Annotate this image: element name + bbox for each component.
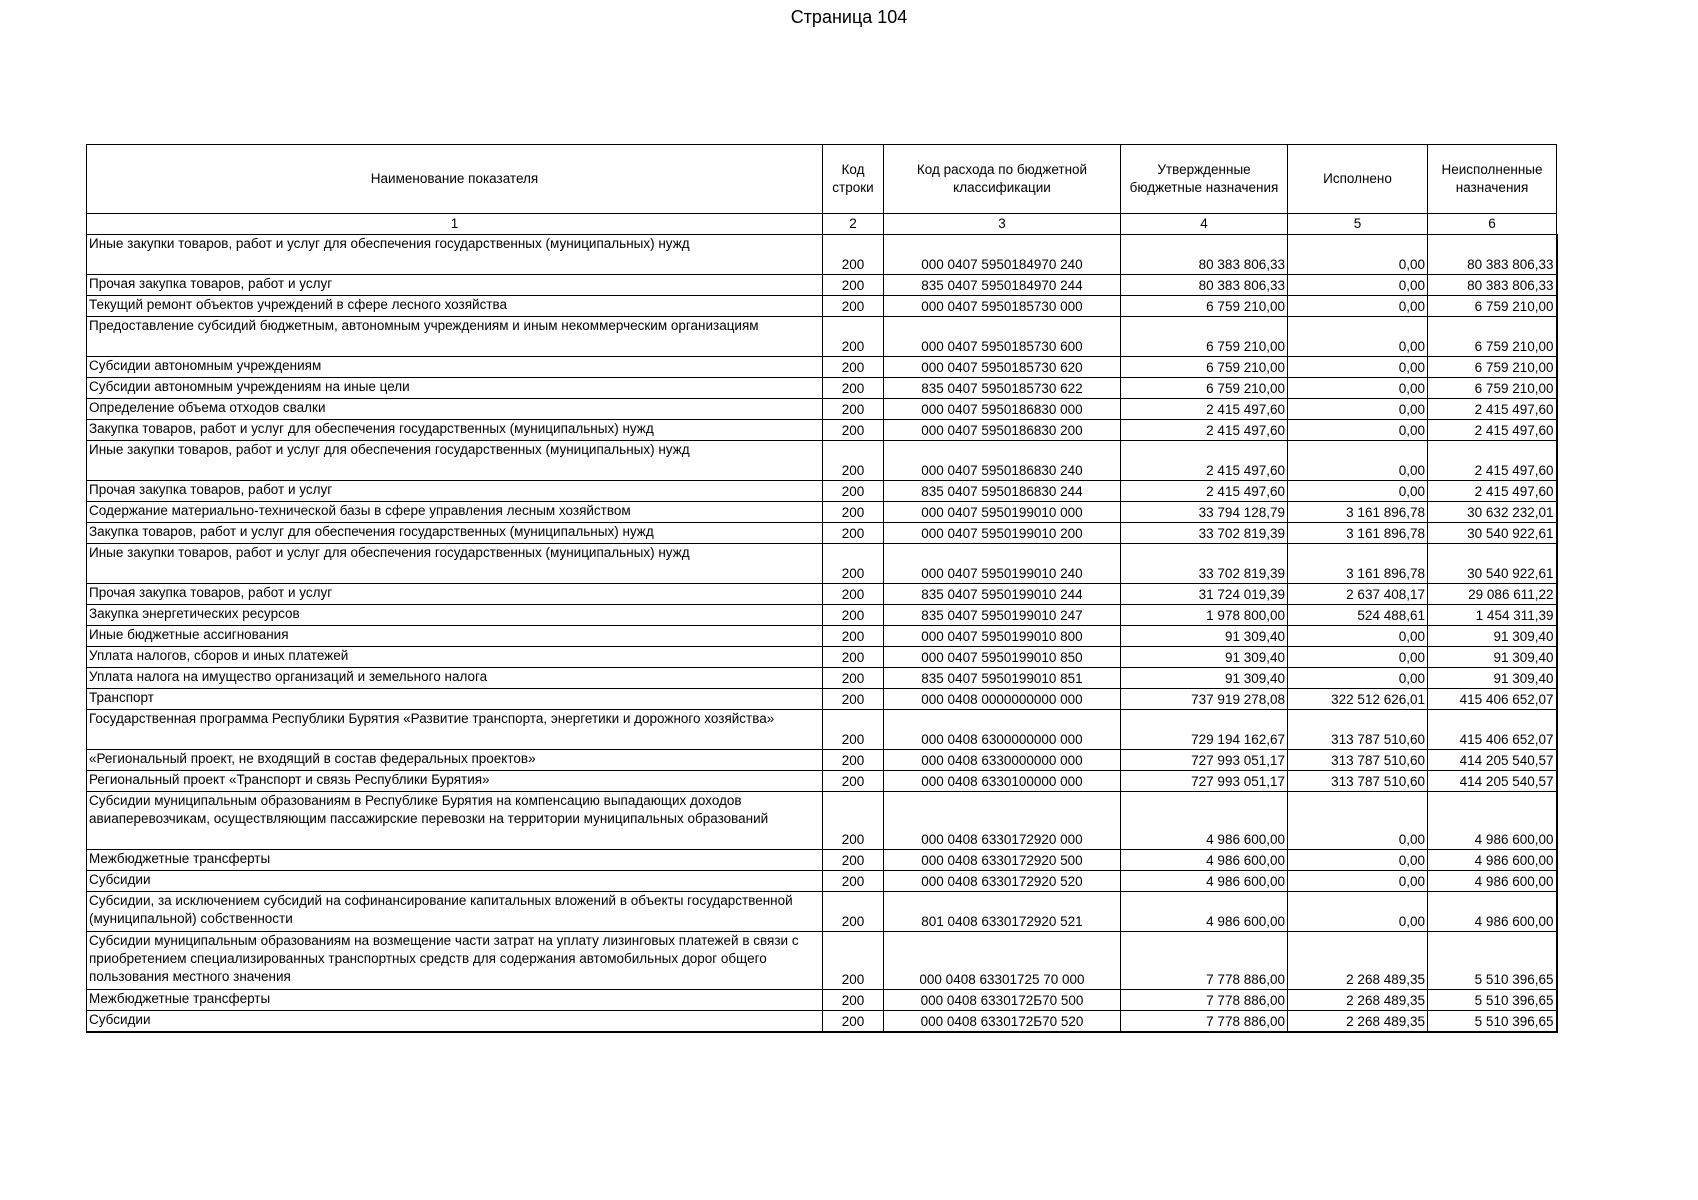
executed-cell: 3 161 896,78 (1288, 544, 1428, 584)
table-row (87, 710, 1557, 750)
unexecuted-cell: 6 759 210,00 (1428, 296, 1557, 317)
table-row (87, 420, 1557, 441)
executed-cell: 2 637 408,17 (1288, 584, 1428, 605)
unexecuted-cell: 80 383 806,33 (1428, 275, 1557, 296)
table-row (87, 1011, 1557, 1032)
row-name-cell: Транспорт (87, 689, 823, 710)
approved-cell: 727 993 051,17 (1121, 771, 1288, 792)
budget-code-cell: 000 0407 5950186830 000 (884, 399, 1121, 420)
column-number: 3 (884, 214, 1121, 235)
column-number: 4 (1121, 214, 1288, 235)
approved-cell: 727 993 051,17 (1121, 750, 1288, 771)
unexecuted-cell: 4 986 600,00 (1428, 892, 1557, 932)
budget-code-cell: 000 0407 5950199010 800 (884, 626, 1121, 647)
row-name-cell: Государственная программа Республики Бурятия «Развитие транспорта, энергетики и дорожного хозяйства» (87, 710, 823, 750)
budget-code-cell: 000 0407 5950199010 850 (884, 647, 1121, 668)
approved-cell: 4 986 600,00 (1121, 792, 1288, 850)
row-code-cell: 200 (823, 1011, 884, 1032)
row-code-cell: 200 (823, 275, 884, 296)
budget-code-cell: 835 0407 5950184970 244 (884, 275, 1121, 296)
row-name-cell: Субсидии муниципальным образованиям на возмещение части затрат на уплату лизинговых платежей в связи с приобретением специализированных транспортных средств для содержания автомобильных дорог общего пользования местного значения (87, 932, 823, 990)
executed-cell: 313 787 510,60 (1288, 710, 1428, 750)
budget-code-cell: 835 0407 5950199010 851 (884, 668, 1121, 689)
table-body (87, 235, 1557, 1032)
table-row (87, 605, 1557, 626)
budget-code-cell: 000 0407 5950199010 200 (884, 523, 1121, 544)
approved-cell: 7 778 886,00 (1121, 990, 1288, 1011)
approved-cell: 7 778 886,00 (1121, 932, 1288, 990)
executed-cell: 0,00 (1288, 647, 1428, 668)
row-code-cell: 200 (823, 792, 884, 850)
row-code-cell: 200 (823, 235, 884, 275)
row-code-cell: 200 (823, 689, 884, 710)
executed-cell: 2 268 489,35 (1288, 932, 1428, 990)
row-name-cell: «Региональный проект, не входящий в состав федеральных проектов» (87, 750, 823, 771)
row-code-cell: 200 (823, 932, 884, 990)
budget-code-cell: 000 0407 5950185730 000 (884, 296, 1121, 317)
unexecuted-cell: 6 759 210,00 (1428, 357, 1557, 378)
executed-cell: 0,00 (1288, 668, 1428, 689)
table-row (87, 668, 1557, 689)
header-executed: Исполнено (1288, 145, 1428, 214)
table-row (87, 932, 1557, 990)
approved-cell: 2 415 497,60 (1121, 399, 1288, 420)
approved-cell: 4 986 600,00 (1121, 850, 1288, 871)
column-number: 6 (1428, 214, 1557, 235)
approved-cell: 737 919 278,08 (1121, 689, 1288, 710)
unexecuted-cell: 4 986 600,00 (1428, 850, 1557, 871)
table-row (87, 792, 1557, 850)
row-code-cell: 200 (823, 481, 884, 502)
row-name-cell: Закупка товаров, работ и услуг для обеспечения государственных (муниципальных) нужд (87, 523, 823, 544)
approved-cell: 80 383 806,33 (1121, 275, 1288, 296)
executed-cell: 2 268 489,35 (1288, 990, 1428, 1011)
row-name-cell: Содержание материально-технической базы в сфере управления лесным хозяйством (87, 502, 823, 523)
column-number: 2 (823, 214, 884, 235)
unexecuted-cell: 4 986 600,00 (1428, 792, 1557, 850)
header-name: Наименование показателя (87, 145, 823, 214)
budget-code-cell: 000 0407 5950186830 200 (884, 420, 1121, 441)
unexecuted-cell: 2 415 497,60 (1428, 399, 1557, 420)
budget-code-cell: 000 0407 5950185730 600 (884, 317, 1121, 357)
header-row-code: Код строки (823, 145, 884, 214)
row-code-cell: 200 (823, 523, 884, 544)
row-code-cell: 200 (823, 710, 884, 750)
executed-cell: 0,00 (1288, 850, 1428, 871)
executed-cell: 0,00 (1288, 420, 1428, 441)
row-code-cell: 200 (823, 544, 884, 584)
approved-cell: 33 794 128,79 (1121, 502, 1288, 523)
row-name-cell: Предоставление субсидий бюджетным, автономным учреждениям и иным некоммерческим организациям (87, 317, 823, 357)
executed-cell: 0,00 (1288, 626, 1428, 647)
approved-cell: 6 759 210,00 (1121, 296, 1288, 317)
budget-code-cell: 000 0408 6330100000 000 (884, 771, 1121, 792)
approved-cell: 33 702 819,39 (1121, 523, 1288, 544)
unexecuted-cell: 2 415 497,60 (1428, 420, 1557, 441)
budget-code-cell: 000 0408 6330172920 520 (884, 871, 1121, 892)
row-name-cell: Текущий ремонт объектов учреждений в сфере лесного хозяйства (87, 296, 823, 317)
row-code-cell: 200 (823, 378, 884, 399)
budget-code-cell: 835 0407 5950199010 247 (884, 605, 1121, 626)
row-code-cell: 200 (823, 647, 884, 668)
row-code-cell: 200 (823, 990, 884, 1011)
row-code-cell: 200 (823, 750, 884, 771)
row-code-cell: 200 (823, 584, 884, 605)
approved-cell: 33 702 819,39 (1121, 544, 1288, 584)
row-code-cell: 200 (823, 668, 884, 689)
row-code-cell: 200 (823, 892, 884, 932)
approved-cell: 4 986 600,00 (1121, 871, 1288, 892)
row-code-cell: 200 (823, 420, 884, 441)
approved-cell: 729 194 162,67 (1121, 710, 1288, 750)
approved-cell: 80 383 806,33 (1121, 235, 1288, 275)
table-row (87, 357, 1557, 378)
row-name-cell: Иные закупки товаров, работ и услуг для обеспечения государственных (муниципальных) нужд (87, 441, 823, 481)
budget-code-cell: 835 0407 5950199010 244 (884, 584, 1121, 605)
row-name-cell: Прочая закупка товаров, работ и услуг (87, 275, 823, 296)
table-row (87, 584, 1557, 605)
approved-cell: 4 986 600,00 (1121, 892, 1288, 932)
table-row (87, 502, 1557, 523)
unexecuted-cell: 2 415 497,60 (1428, 441, 1557, 481)
unexecuted-cell: 415 406 652,07 (1428, 710, 1557, 750)
table-row (87, 296, 1557, 317)
table-row (87, 990, 1557, 1011)
row-code-cell: 200 (823, 850, 884, 871)
row-name-cell: Закупка энергетических ресурсов (87, 605, 823, 626)
table-row (87, 523, 1557, 544)
executed-cell: 0,00 (1288, 235, 1428, 275)
table-row (87, 399, 1557, 420)
unexecuted-cell: 5 510 396,65 (1428, 932, 1557, 990)
budget-code-cell: 000 0407 5950184970 240 (884, 235, 1121, 275)
unexecuted-cell: 91 309,40 (1428, 626, 1557, 647)
approved-cell: 6 759 210,00 (1121, 378, 1288, 399)
unexecuted-cell: 5 510 396,65 (1428, 1011, 1557, 1032)
approved-cell: 2 415 497,60 (1121, 420, 1288, 441)
executed-cell: 0,00 (1288, 481, 1428, 502)
row-name-cell: Иные бюджетные ассигнования (87, 626, 823, 647)
unexecuted-cell: 29 086 611,22 (1428, 584, 1557, 605)
table-row (87, 317, 1557, 357)
column-number: 5 (1288, 214, 1428, 235)
executed-cell: 313 787 510,60 (1288, 750, 1428, 771)
row-name-cell: Субсидии (87, 1011, 823, 1032)
unexecuted-cell: 4 986 600,00 (1428, 871, 1557, 892)
unexecuted-cell: 30 540 922,61 (1428, 544, 1557, 584)
column-numbers-row (87, 214, 1557, 235)
executed-cell: 0,00 (1288, 296, 1428, 317)
page-title: Страница 104 (790, 7, 908, 27)
table-row (87, 689, 1557, 710)
executed-cell: 0,00 (1288, 792, 1428, 850)
executed-cell: 322 512 626,01 (1288, 689, 1428, 710)
budget-code-cell: 000 0407 5950199010 240 (884, 544, 1121, 584)
row-name-cell: Уплата налогов, сборов и иных платежей (87, 647, 823, 668)
unexecuted-cell: 414 205 540,57 (1428, 771, 1557, 792)
row-name-cell: Прочая закупка товаров, работ и услуг (87, 481, 823, 502)
table-row (87, 441, 1557, 481)
table-row (87, 481, 1557, 502)
approved-cell: 91 309,40 (1121, 626, 1288, 647)
executed-cell: 0,00 (1288, 892, 1428, 932)
row-code-cell: 200 (823, 399, 884, 420)
row-code-cell: 200 (823, 357, 884, 378)
approved-cell: 2 415 497,60 (1121, 441, 1288, 481)
budget-code-cell: 835 0407 5950186830 244 (884, 481, 1121, 502)
approved-cell: 31 724 019,39 (1121, 584, 1288, 605)
unexecuted-cell: 6 759 210,00 (1428, 317, 1557, 357)
unexecuted-cell: 414 205 540,57 (1428, 750, 1557, 771)
row-code-cell: 200 (823, 626, 884, 647)
budget-code-cell: 000 0408 6330172Б70 500 (884, 990, 1121, 1011)
unexecuted-cell: 5 510 396,65 (1428, 990, 1557, 1011)
table-row (87, 626, 1557, 647)
table-row (87, 647, 1557, 668)
row-name-cell: Иные закупки товаров, работ и услуг для обеспечения государственных (муниципальных) нужд (87, 544, 823, 584)
row-name-cell: Межбюджетные трансферты (87, 990, 823, 1011)
unexecuted-cell: 6 759 210,00 (1428, 378, 1557, 399)
row-name-cell: Межбюджетные трансферты (87, 850, 823, 871)
table-row (87, 892, 1557, 932)
row-name-cell: Региональный проект «Транспорт и связь Республики Бурятия» (87, 771, 823, 792)
budget-report-table (86, 144, 1558, 1033)
approved-cell: 91 309,40 (1121, 647, 1288, 668)
row-name-cell: Иные закупки товаров, работ и услуг для обеспечения государственных (муниципальных) нужд (87, 235, 823, 275)
approved-cell: 7 778 886,00 (1121, 1011, 1288, 1032)
budget-code-cell: 000 0407 5950186830 240 (884, 441, 1121, 481)
row-code-cell: 200 (823, 502, 884, 523)
executed-cell: 313 787 510,60 (1288, 771, 1428, 792)
table-row (87, 235, 1557, 275)
table-row (87, 871, 1557, 892)
executed-cell: 524 488,61 (1288, 605, 1428, 626)
executed-cell: 0,00 (1288, 275, 1428, 296)
budget-code-cell: 000 0408 6330172920 000 (884, 792, 1121, 850)
table-row (87, 275, 1557, 296)
header-budget-code: Код расхода по бюджетной классификации (884, 145, 1121, 214)
budget-code-cell: 000 0407 5950185730 620 (884, 357, 1121, 378)
executed-cell: 2 268 489,35 (1288, 1011, 1428, 1032)
table-row (87, 750, 1557, 771)
unexecuted-cell: 1 454 311,39 (1428, 605, 1557, 626)
budget-code-cell: 000 0408 6330000000 000 (884, 750, 1121, 771)
table-header (87, 145, 1557, 235)
budget-code-cell: 000 0408 6330172920 500 (884, 850, 1121, 871)
executed-cell: 0,00 (1288, 357, 1428, 378)
row-code-cell: 200 (823, 871, 884, 892)
row-code-cell: 200 (823, 605, 884, 626)
budget-code-cell: 000 0408 6330172Б70 520 (884, 1011, 1121, 1032)
row-name-cell: Субсидии, за исключением субсидий на софинансирование капитальных вложений в объекты государственной (муниципальной) собственности (87, 892, 823, 932)
approved-cell: 2 415 497,60 (1121, 481, 1288, 502)
row-name-cell: Субсидии муниципальным образованиям в Республике Бурятия на компенсацию выпадающих доходов авиаперевозчикам, осуществляющим пассажирские перевозки на территории муниципальных образований (87, 792, 823, 850)
row-name-cell: Субсидии автономным учреждениям на иные цели (87, 378, 823, 399)
row-code-cell: 200 (823, 296, 884, 317)
row-name-cell: Закупка товаров, работ и услуг для обеспечения государственных (муниципальных) нужд (87, 420, 823, 441)
header-approved: Утвержденные бюджетные назначения (1121, 145, 1288, 214)
budget-code-cell: 801 0408 6330172920 521 (884, 892, 1121, 932)
row-code-cell: 200 (823, 771, 884, 792)
executed-cell: 0,00 (1288, 871, 1428, 892)
executed-cell: 3 161 896,78 (1288, 523, 1428, 544)
unexecuted-cell: 91 309,40 (1428, 647, 1557, 668)
row-name-cell: Определение объема отходов свалки (87, 399, 823, 420)
executed-cell: 0,00 (1288, 399, 1428, 420)
approved-cell: 6 759 210,00 (1121, 357, 1288, 378)
row-code-cell: 200 (823, 317, 884, 357)
budget-code-cell: 000 0407 5950199010 000 (884, 502, 1121, 523)
row-code-cell: 200 (823, 441, 884, 481)
unexecuted-cell: 30 540 922,61 (1428, 523, 1557, 544)
table-row (87, 544, 1557, 584)
approved-cell: 1 978 800,00 (1121, 605, 1288, 626)
budget-code-cell: 000 0408 6300000000 000 (884, 710, 1121, 750)
unexecuted-cell: 80 383 806,33 (1428, 235, 1557, 275)
table-row (87, 850, 1557, 871)
budget-code-cell: 835 0407 5950185730 622 (884, 378, 1121, 399)
executed-cell: 3 161 896,78 (1288, 502, 1428, 523)
header-unexecuted: Неисполненные назначения (1428, 145, 1557, 214)
row-name-cell: Субсидии (87, 871, 823, 892)
budget-code-cell: 000 0408 0000000000 000 (884, 689, 1121, 710)
executed-cell: 0,00 (1288, 441, 1428, 481)
budget-code-cell: 000 0408 63301725 70 000 (884, 932, 1121, 990)
unexecuted-cell: 2 415 497,60 (1428, 481, 1557, 502)
row-name-cell: Уплата налога на имущество организаций и земельного налога (87, 668, 823, 689)
unexecuted-cell: 91 309,40 (1428, 668, 1557, 689)
column-number: 1 (87, 214, 823, 235)
row-name-cell: Субсидии автономным учреждениям (87, 357, 823, 378)
table-row (87, 771, 1557, 792)
executed-cell: 0,00 (1288, 317, 1428, 357)
unexecuted-cell: 30 632 232,01 (1428, 502, 1557, 523)
approved-cell: 6 759 210,00 (1121, 317, 1288, 357)
table-row (87, 378, 1557, 399)
row-name-cell: Прочая закупка товаров, работ и услуг (87, 584, 823, 605)
approved-cell: 91 309,40 (1121, 668, 1288, 689)
unexecuted-cell: 415 406 652,07 (1428, 689, 1557, 710)
executed-cell: 0,00 (1288, 378, 1428, 399)
